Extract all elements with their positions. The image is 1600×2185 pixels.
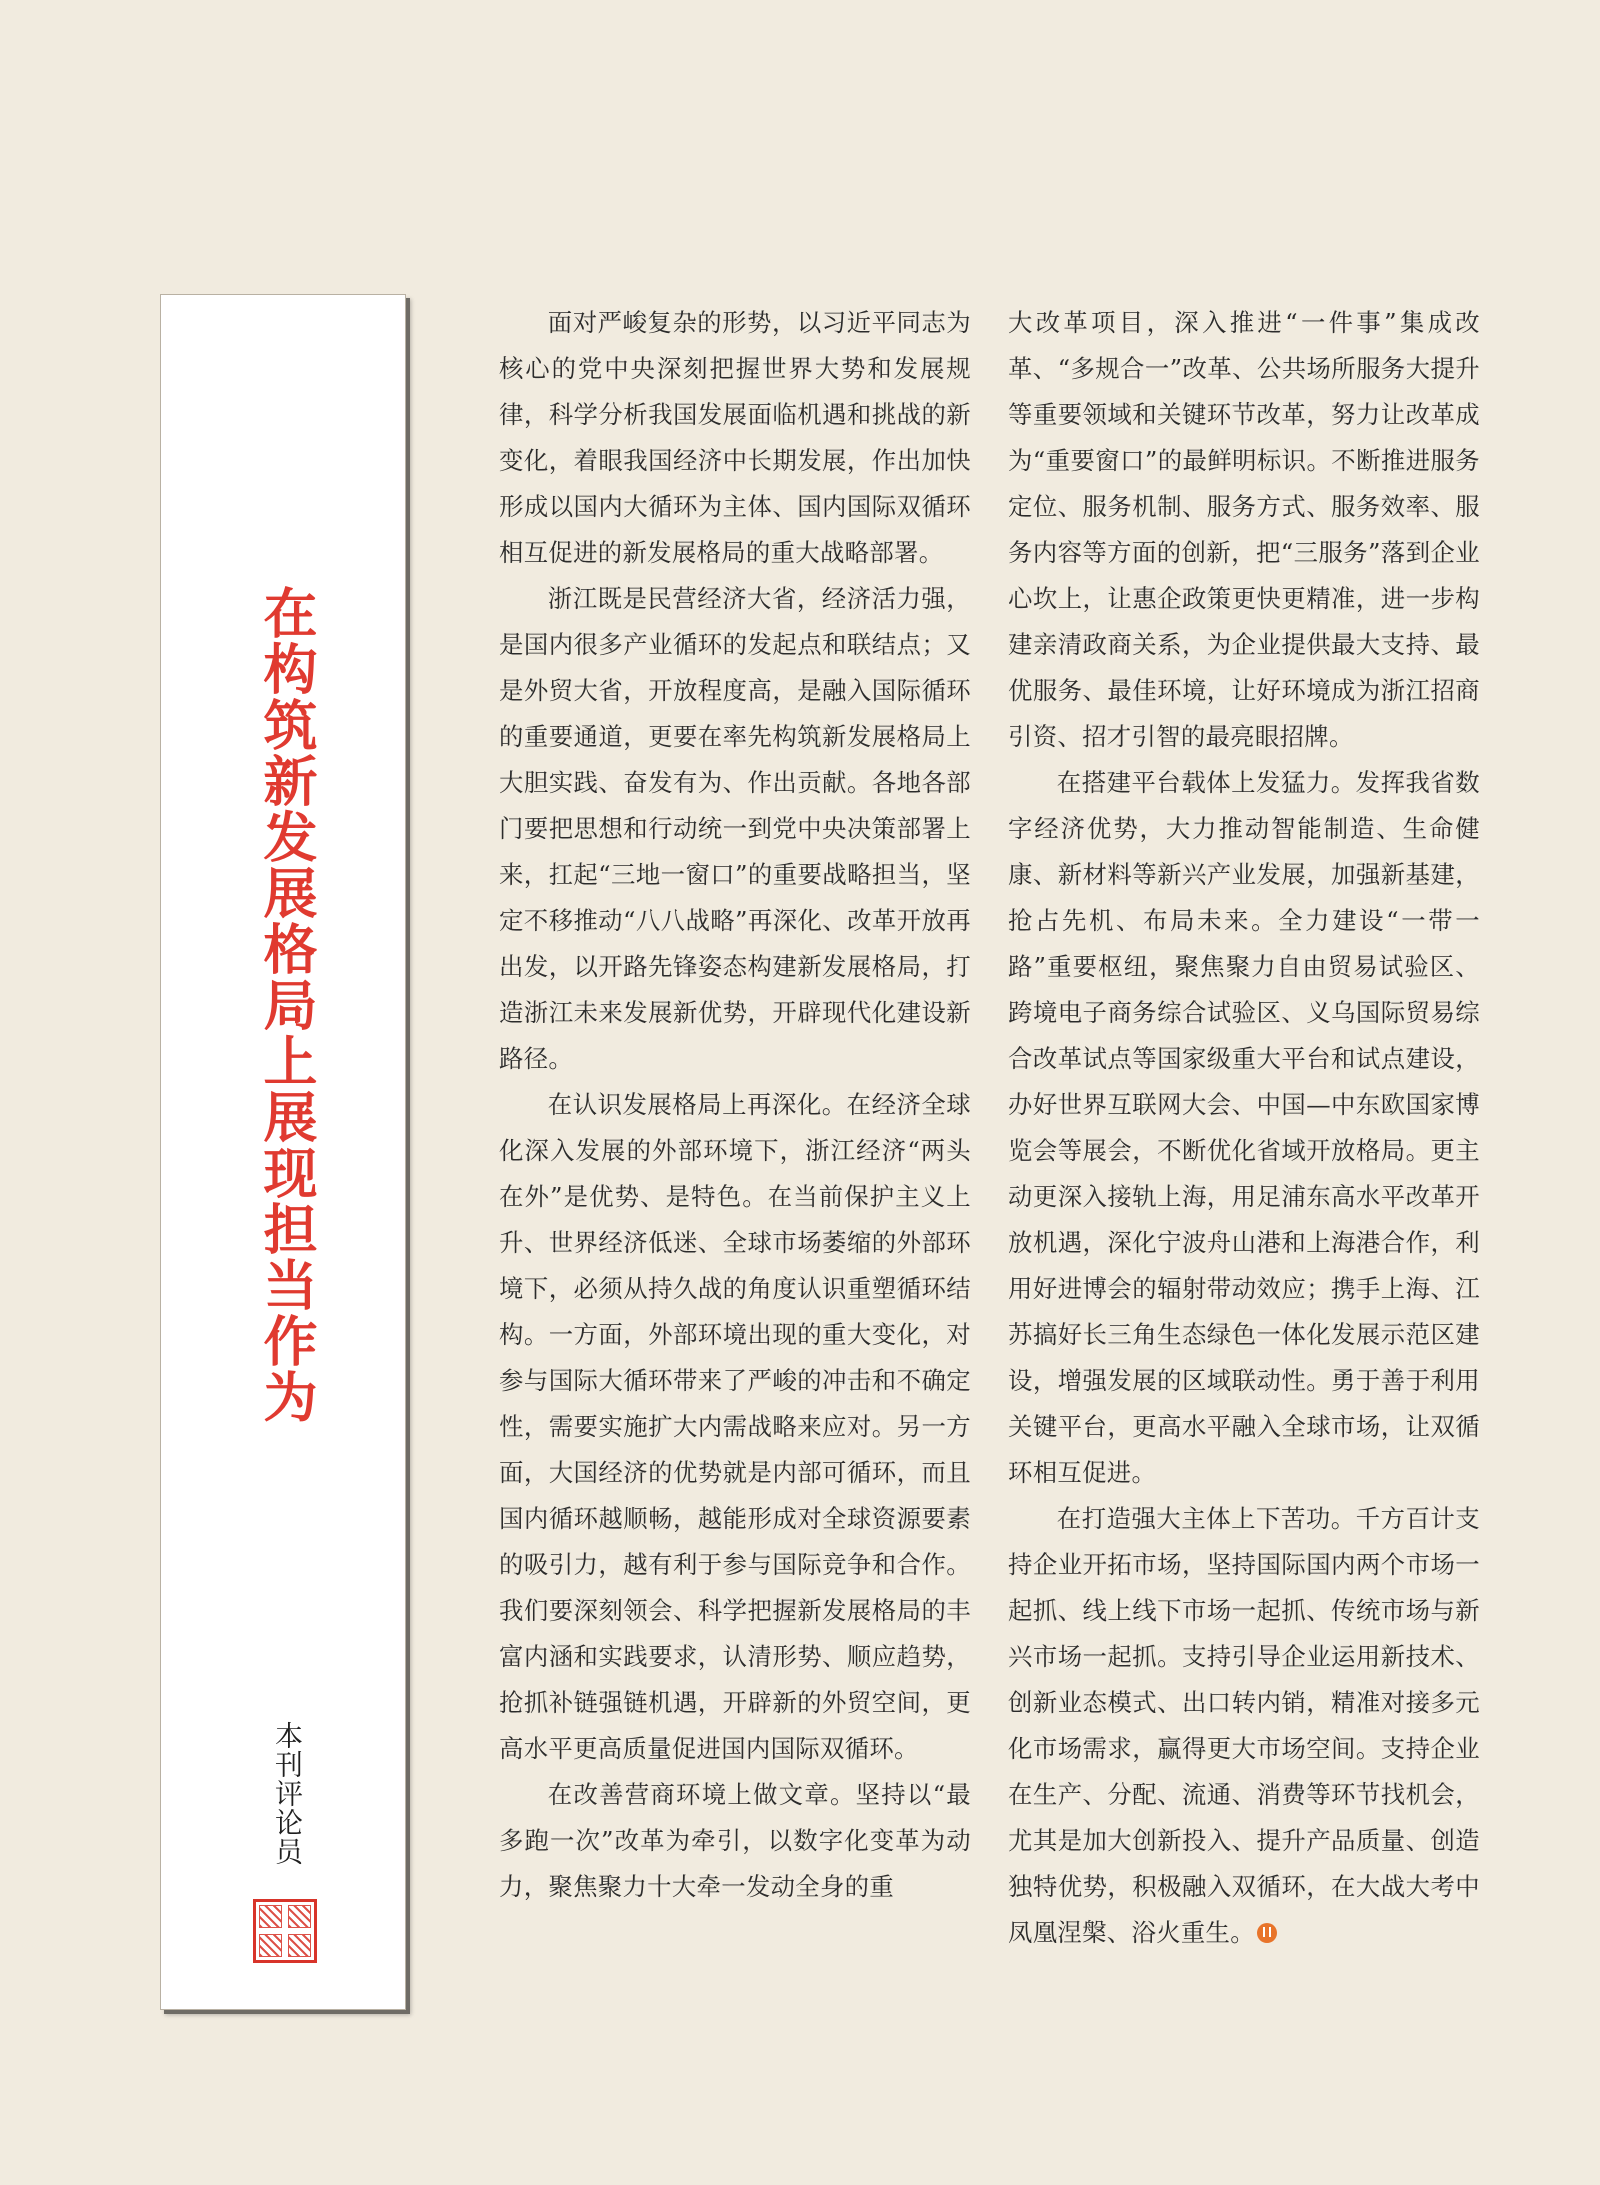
- seal-stamp-icon: [253, 1899, 317, 1963]
- paragraph-text: 在打造强大主体上下苦功。千方百计支持企业开拓市场，坚持国际国内两个市场一起抓、线上线下市场一起抓、传统市场与新兴市场一起抓。支持引导企业运用新技术、创新业态模式、出口转内销，精准对接多元化市场需求，赢得更大市场空间。支持企业在生产、分配、流通、消费等环节找机会，尤其是加大创新投入、提升产品质量、创造独特优势，积极融入双循环，在大战大考中凤凰涅槃、浴火重生。: [1008, 1504, 1480, 1947]
- paragraph-continued: 大改革项目，深入推进“一件事”集成改革、“多规合一”改革、公共场所服务大提升等重要领域和关键环节改革，努力让改革成为“重要窗口”的最鲜明标识。不断推进服务定位、服务机制、服务方式、服务效率、服务内容等方面的创新，把“三服务”落到企业心坎上，让惠企政策更快更精准，进一步构建亲清政商关系，为企业提供最大支持、最优服务、最佳环境，让好环境成为浙江招商引资、招才引智的最亮眼招牌。: [1008, 308, 1480, 751]
- text-column-right: [1008, 300, 1480, 1956]
- author-byline: 本刊评论员: [271, 1721, 304, 1866]
- paragraph: 在搭建平台载体上发猛力。发挥我省数字经济优势，大力推动智能制造、生命健康、新材料等新兴产业发展，加强新基建，抢占先机、布局未来。全力建设“一带一路”重要枢纽，聚焦聚力自由贸易试验区、跨境电子商务综合试验区、义乌国际贸易综合改革试点等国家级重大平台和试点建设，办好世界互联网大会、中国—中东欧国家博览会等展会，不断优化省域开放格局。更主动更深入接轨上海，用足浦东高水平改革开放机遇，深化宁波舟山港和上海港合作，利用好进博会的辐射带动效应；携手上海、江苏搞好长三角生态绿色一体化发展示范区建设，增强发展的区域联动性。勇于善于利用关键平台，更高水平融入全球市场，让双循环相互促进。: [1008, 768, 1480, 1487]
- paragraph: 面对严峻复杂的形势，以习近平同志为核心的党中央深刻把握世界大势和发展规律，科学分析我国发展面临机遇和挑战的新变化，着眼我国经济中长期发展，作出加快形成以国内大循环为主体、国内国际双循环相互促进的新发展格局的重大战略部署。: [499, 308, 971, 567]
- end-mark-icon: [1257, 1923, 1277, 1943]
- paragraph: 在改善营商环境上做文章。坚持以“最多跑一次”改革为牵引，以数字化变革为动力，聚焦聚力十大牵一发动全身的重: [499, 1780, 971, 1901]
- paragraph-last: [1008, 1496, 1480, 1956]
- title-panel: [160, 294, 406, 2010]
- article-title: 在构筑新发展格局上展现担当作为: [255, 585, 318, 1425]
- paragraph: 在认识发展格局上再深化。在经济全球化深入发展的外部环境下，浙江经济“两头在外”是优势、是特色。在当前保护主义上升、世界经济低迷、全球市场萎缩的外部环境下，必须从持久战的角度认识重塑循环结构。一方面，外部环境出现的重大变化，对参与国际大循环带来了严峻的冲击和不确定性，需要实施扩大内需战略来应对。另一方面，大国经济的优势就是内部可循环，而且国内循环越顺畅，越能形成对全球资源要素的吸引力，越有利于参与国际竞争和合作。我们要深刻领会、科学把握新发展格局的丰富内涵和实践要求，认清形势、顺应趋势，抢抓补链强链机遇，开辟新的外贸空间，更高水平更高质量促进国内国际双循环。: [499, 1090, 971, 1763]
- text-column-left: [499, 300, 971, 1910]
- paragraph: 浙江既是民营经济大省，经济活力强，是国内很多产业循环的发起点和联结点；又是外贸大省，开放程度高，是融入国际循环的重要通道，更要在率先构筑新发展格局上大胆实践、奋发有为、作出贡献。各地各部门要把思想和行动统一到党中央决策部署上来，扛起“三地一窗口”的重要战略担当，坚定不移推动“八八战略”再深化、改革开放再出发，以开路先锋姿态构建新发展格局，打造浙江未来发展新优势，开辟现代化建设新路径。: [499, 584, 971, 1073]
